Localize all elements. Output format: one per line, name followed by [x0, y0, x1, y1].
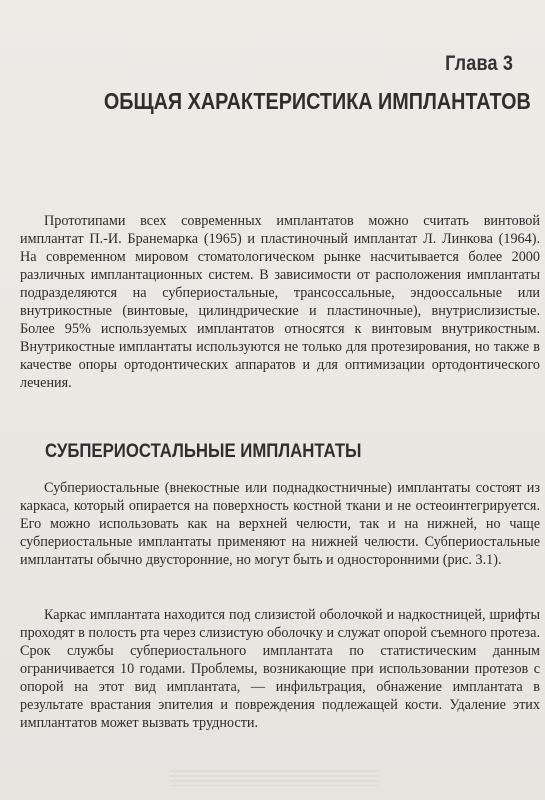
chapter-number: Глава 3 [444, 52, 513, 75]
intro-paragraph: Прототипами всех современных имплантатов можно считать винтовой имплантат П.-И. Бранемарка (1965) и пластиночный имплантат Л. Линкова (1964). На современном мировом стоматологическом рынке насчитывается более 2000 различных имплантационных систем. В зависимости от расположения имплантаты подразделяются на субпериостальные, трансоссальные, эндооссальные или внутрикостные (винтовые, цилиндрические и пластиночные), внутрислизистые. Более 95% используемых имплантатов относятся к винтовым внутрикостным. Внутрикостные имплантаты используются не только для протезирования, но также в качестве опоры ортодонтических аппаратов и для оптимизации ортодонтического лечения. [20, 213, 540, 391]
section-heading: СУБПЕРИОСТАЛЬНЫЕ ИМПЛАНТАТЫ [45, 440, 362, 462]
faint-footer-imprint [170, 770, 380, 786]
chapter-title: ОБЩАЯ ХАРАКТЕРИСТИКА ИМПЛАНТАТОВ [103, 88, 531, 114]
section-paragraph: Субпериостальные (внекостные или поднадкостничные) имплантаты состоят из каркаса, который опирается на поверхность костной ткани и не остеоинтегрируется. Его можно использовать как на верхней челюсти, так и на нижней, но чаще субпериостальные имплантаты применяют на нижней челюсти. Субпериостальные имплантаты обычно двусторонние, но могут быть и односторонними (рис. 3.1). [20, 480, 540, 568]
section-paragraph: Каркас имплантата находится под слизистой оболочкой и надкостницей, шрифты проходят в полость рта через слизистую оболочку и служат опорой съемного протеза. Срок службы субпериостального имплантата по статистическим данным ограничивается 10 годами. Проблемы, возникающие при использовании протезов с опорой на этот вид имплантата, — инфильтрация, обнажение имплантата в результате врастания эпителия и повреждения подлежащей кости. Удаление этих имплантатов может вызвать трудности. [20, 607, 540, 731]
